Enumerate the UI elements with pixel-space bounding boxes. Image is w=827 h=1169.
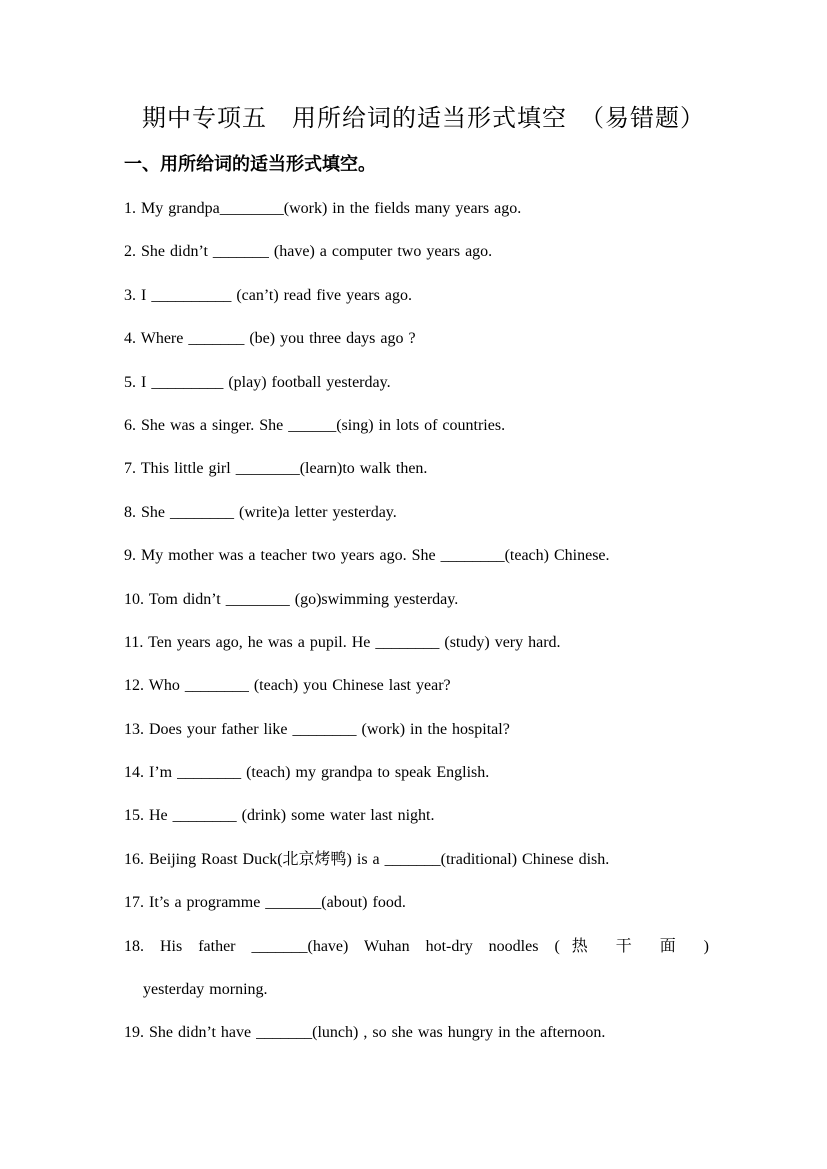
page-title: 期中专项五 用所给词的适当形式填空 （易错题） [142, 106, 705, 132]
exercise-list [124, 192, 709, 1060]
exercise-item: 5. I _________ (play) football yesterday. [124, 373, 391, 391]
exercise-item: 2. She didn’t _______ (have) a computer two years ago. [124, 243, 493, 261]
exercise-item: 3. I __________ (can’t) read five years ago. [124, 286, 412, 304]
section-heading: 一、用所给词的适当形式填空。 [124, 154, 376, 174]
exercise-item-continuation: yesterday morning. [143, 981, 268, 999]
exercise-item: 8. She ________ (write)a letter yesterday. [124, 503, 397, 521]
exercise-item: 11. Ten years ago, he was a pupil. He ________ (study) very hard. [124, 633, 561, 651]
exercise-item: 9. My mother was a teacher two years ago. She ________(teach) Chinese. [124, 547, 610, 565]
exercise-item: 7. This little girl ________(learn)to walk then. [124, 460, 428, 478]
exercise-item: 13. Does your father like ________ (work) in the hospital? [124, 720, 510, 738]
exercise-item: 6. She was a singer. She ______(sing) in lots of countries. [124, 416, 506, 434]
exercise-item: 16. Beijing Roast Duck(北京烤鸭) is a _______(traditional) Chinese dish. [124, 850, 610, 868]
exercise-item: 4. Where _______ (be) you three days ago ? [124, 330, 416, 348]
exercise-item: 15. He ________ (drink) some water last night. [124, 807, 435, 825]
exercise-item: 18. His father _______(have) Wuhan hot-dry noodles (热 干 面 ) [124, 937, 709, 955]
exercise-item: 14. I’m ________ (teach) my grandpa to speak English. [124, 764, 490, 782]
exercise-item: 1. My grandpa________(work) in the fields many years ago. [124, 200, 522, 217]
exercise-item: 10. Tom didn’t ________ (go)swimming yesterday. [124, 590, 459, 608]
exercise-item: 17. It’s a programme _______(about) food. [124, 894, 406, 912]
exercise-item: 12. Who ________ (teach) you Chinese last year? [124, 677, 451, 695]
exercise-item: 19. She didn’t have _______(lunch) , so she was hungry in the afternoon. [124, 1024, 606, 1042]
